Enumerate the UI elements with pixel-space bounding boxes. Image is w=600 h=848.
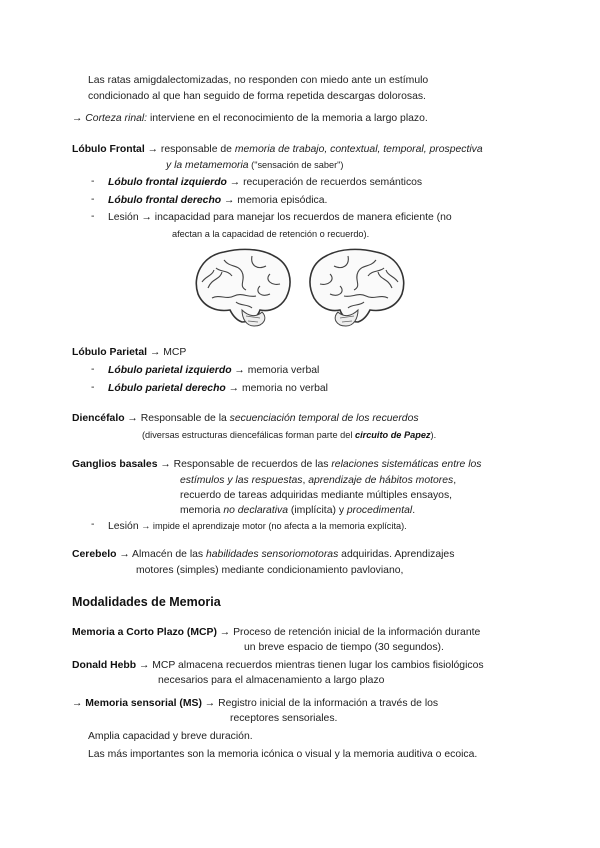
parietal-bullet-2: [108, 382, 328, 396]
lesion-text: → incapacidad para manejar los recuerdos de manera eficiente (no: [138, 212, 452, 223]
cerebelo-text: → Almacén de las: [116, 549, 206, 560]
diencefalo-line-1: [72, 412, 419, 426]
diencefalo-note-end: ).: [430, 430, 437, 440]
mcp-title: Memoria a Corto Plazo (MCP): [72, 627, 217, 638]
ms-text: → Registro inicial de la información a través de los: [201, 698, 439, 709]
bullet-dash: -: [91, 382, 95, 393]
diencefalo-text: → Responsable de la: [124, 413, 230, 424]
ms-period: .: [474, 749, 478, 760]
frontal-text: responsable de: [160, 144, 235, 155]
ms-line-4: [88, 748, 477, 762]
parietal-bullet-1: [108, 364, 319, 378]
cerebelo-text-2: adquiridas. Aprendizajes: [338, 549, 455, 560]
frontal-der-label: Lóbulo frontal derecho: [108, 195, 222, 206]
parietal-izq-text: → memoria verbal: [231, 365, 320, 376]
ganglios-procedimental: procedimental: [346, 505, 413, 516]
frontal-bullet-2: [108, 194, 327, 208]
diencefalo-line-2: [142, 428, 436, 442]
lesion-text: → impide el aprendizaje motor (no afecta a la memoria explícita).: [138, 521, 407, 531]
ganglios-no-declarativa: no declarativa: [223, 505, 289, 516]
memoria-iconica: memoria icónica o visual: [217, 749, 332, 760]
brain-left-hemisphere-icon: [190, 246, 296, 330]
ms-title: Memoria sensorial (MS): [85, 698, 202, 709]
bullet-dash: -: [91, 364, 95, 375]
brain-right-hemisphere-icon: [304, 246, 410, 330]
hebb-title: Donald Hebb: [72, 660, 137, 671]
arrow: →: [72, 698, 86, 709]
diencefalo-italic: secuenciación temporal de los recuerdos: [229, 413, 419, 424]
ganglios-comma: ,: [453, 475, 457, 486]
ms-line-2: receptores sensoriales.: [230, 713, 338, 724]
cerebelo-line-1: [72, 548, 454, 562]
frontal-izq-label: Lóbulo frontal izquierdo: [108, 177, 227, 188]
ganglios-italic-2: estímulos y las respuestas: [180, 475, 303, 486]
lesion-label: Lesión: [108, 521, 139, 532]
diencefalo-title: Diencéfalo: [72, 413, 125, 424]
corteza-rinal-line: [72, 112, 428, 126]
parietal-der-text: → memoria no verbal: [225, 383, 328, 394]
mcp-line-1: [72, 626, 480, 640]
section-heading: Modalidades de Memoria: [72, 595, 221, 609]
mcp-text: → Proceso de retención inicial de la información durante: [216, 627, 481, 638]
arrow: →: [72, 113, 83, 124]
frontal-bullet-3: [108, 211, 452, 225]
hebb-text: → MCP almacena recuerdos mientras tienen lugar los cambios fisiológicos: [136, 660, 484, 671]
frontal-italic-2: y la metamemoria: [166, 160, 249, 171]
ganglios-period: .: [412, 505, 416, 516]
ms-line-1: [72, 697, 438, 711]
hebb-line-1: [72, 659, 484, 673]
parietal-izq-label: Lóbulo parietal izquierdo: [108, 365, 232, 376]
frontal-line-1: [72, 143, 483, 157]
bullet-dash: -: [91, 194, 95, 205]
frontal-title: Lóbulo Frontal: [72, 144, 145, 155]
parietal-line: [72, 346, 186, 360]
ganglios-mem: memoria: [180, 505, 224, 516]
cerebelo-title: Cerebelo: [72, 549, 117, 560]
frontal-line-2: [166, 158, 343, 173]
ganglios-bullet-1: [108, 519, 407, 534]
memoria-auditiva: memoria auditiva o ecoica: [353, 749, 475, 760]
frontal-italic-1: memoria de trabajo, contextual, temporal, prospectiva: [234, 144, 483, 155]
cerebelo-line-2: motores (simples) mediante condicionamiento pavloviano,: [136, 565, 404, 576]
ganglios-italic-1: relaciones sistemáticas entre los: [331, 459, 482, 470]
ms-line-3: Amplia capacidad y breve duración.: [88, 731, 253, 742]
lesion-label: Lesión: [108, 212, 139, 223]
bullet-dash: -: [91, 519, 95, 530]
corteza-rinal-text: interviene en el reconocimiento de la memoria a largo plazo.: [147, 113, 428, 124]
frontal-izq-text: → recuperación de recuerdos semánticos: [226, 177, 423, 188]
arrow: →: [144, 144, 161, 155]
ganglios-sep: ,: [302, 475, 309, 486]
ms-text-4a: Las más importantes son la: [88, 749, 218, 760]
amig-line-2: condicionado al que han seguido de forma repetida descargas dolorosas.: [88, 91, 426, 102]
amig-line-1: Las ratas amigdalectomizadas, no responden con miedo ante un estímulo: [88, 75, 429, 86]
parietal-title: Lóbulo Parietal: [72, 347, 148, 358]
frontal-note: ("sensación de saber"): [248, 160, 344, 170]
corteza-rinal-label: Corteza rinal:: [85, 113, 148, 124]
frontal-bullet-1: [108, 176, 422, 190]
circuito-papez: circuito de Papez: [354, 430, 431, 440]
ganglios-line-1: [72, 458, 482, 472]
ganglios-title: Ganglios basales: [72, 459, 158, 470]
ganglios-italic-3: aprendizaje de hábitos motores: [308, 475, 454, 486]
diencefalo-note: (diversas estructuras diencefálicas forman parte del: [142, 430, 355, 440]
bullet-dash: -: [91, 176, 95, 187]
ganglios-implicita: (implícita) y: [288, 505, 347, 516]
frontal-bullet-3-cont: afectan a la capacidad de retención o recuerdo).: [172, 229, 370, 239]
ganglios-text: → Responsable de recuerdos de las: [157, 459, 332, 470]
ganglios-line-3: recuerdo de tareas adquiridas mediante múltiples ensayos,: [180, 490, 453, 501]
parietal-der-label: Lóbulo parietal derecho: [108, 383, 226, 394]
ganglios-line-2: [180, 474, 456, 488]
hebb-line-2: necesarios para el almacenamiento a largo plazo: [158, 675, 385, 686]
mcp-line-2: un breve espacio de tiempo (30 segundos).: [244, 642, 444, 653]
frontal-der-text: → memoria episódica.: [221, 195, 328, 206]
cerebelo-italic: habilidades sensoriomotoras: [206, 549, 339, 560]
ms-text-4c: y la: [331, 749, 354, 760]
parietal-text: → MCP: [147, 347, 187, 358]
bullet-dash: -: [91, 211, 95, 222]
ganglios-line-4: [180, 504, 415, 518]
